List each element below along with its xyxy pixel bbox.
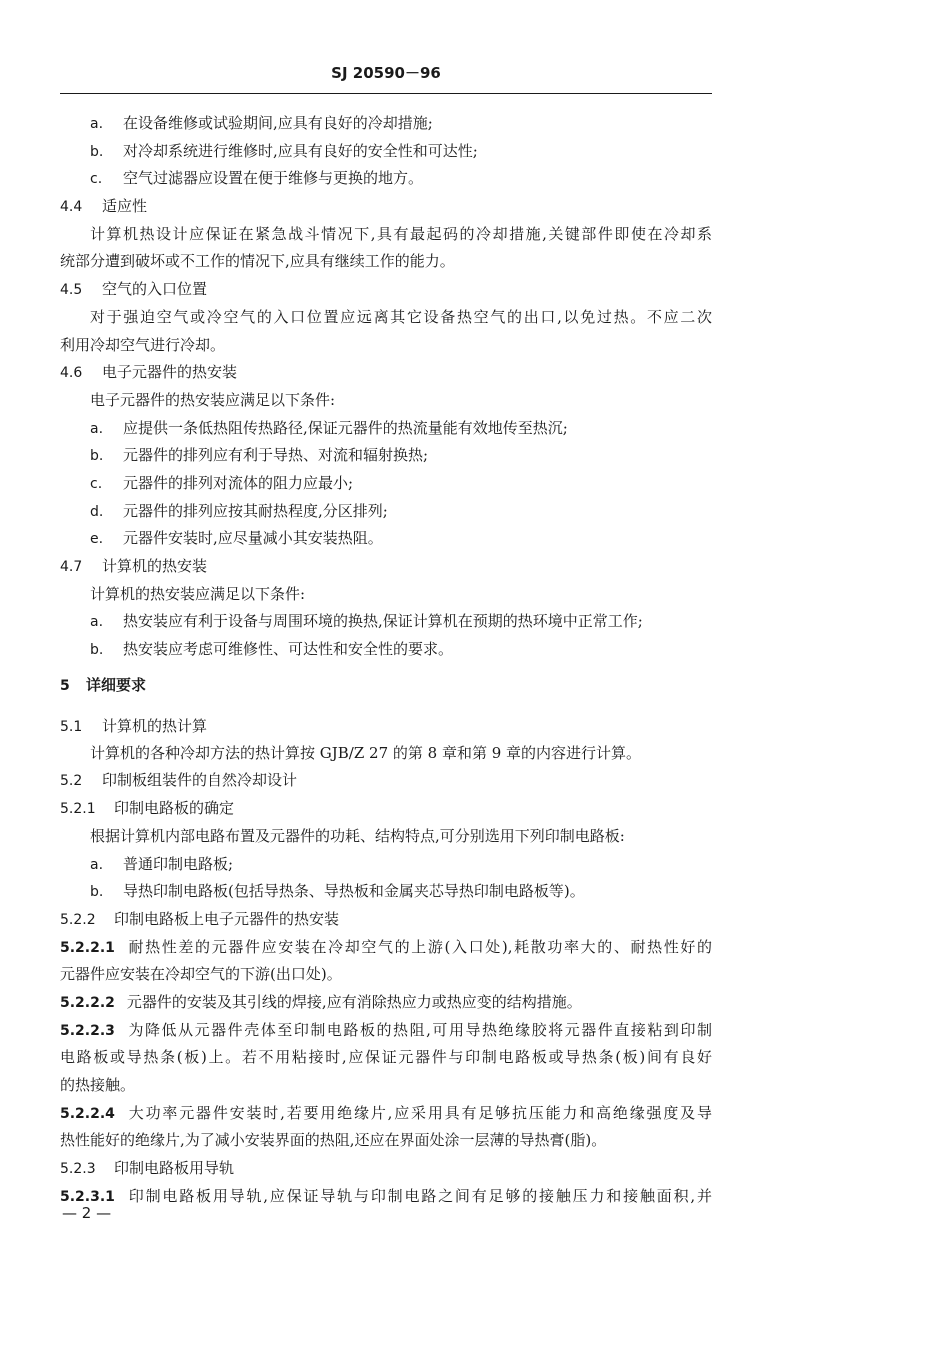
list-label: a. [90,856,104,873]
section-number: 5.2.1 [60,801,96,818]
list-label: b. [90,448,104,465]
clause-number: 5.2.2.3 [60,1022,115,1039]
section-heading [60,359,712,387]
paragraph-line: 计算机的各种冷却方法的热计算按 GJB/Z 27 的第 8 章和第 9 章的内容进行计算。 [90,743,642,762]
list-label: a. [90,614,104,631]
clause-number: 5.2.2.1 [60,939,115,956]
document-body [60,110,712,1210]
paragraph-line [60,1183,712,1211]
list-text: 元器件的排列应按其耐热程度,分区排列; [123,501,388,520]
section-title: 计算机的热安装 [102,557,208,575]
section-heading [60,906,712,934]
list-item [60,608,712,636]
list-item [60,165,712,193]
list-text: 空气过滤器应设置在便于维修与更换的地方。 [123,169,424,188]
section-heading [60,767,712,795]
section-number: 5.2.2 [60,911,96,928]
header-rule [60,93,712,94]
paragraph-line: 元器件应安装在冷却空气的下游(出口处)。 [60,965,342,984]
clause-text: 耐热性差的元器件应安装在冷却空气的上游(入口处),耗散功率大的、耐热性好的 [126,937,712,956]
paragraph-line [60,989,712,1017]
section-title: 印制板组装件的自然冷却设计 [102,771,298,790]
paragraph-line: 电子元器件的热安装应满足以下条件: [90,390,336,409]
paragraph-line: 统部分遭到破坏或不工作的情况下,应具有继续工作的能力。 [60,252,455,271]
paragraph-line: 利用冷却空气进行冷却。 [60,335,226,354]
paragraph-line: 对于强迫空气或冷空气的入口位置应远离其它设备热空气的出口,以免过热。不应二次 [90,307,712,326]
paragraph-line: 电路板或导热条(板)上。若不用粘接时,应保证元器件与印制电路板或导热条(板)间有良好 [60,1048,712,1067]
paragraph-line [60,1017,712,1045]
list-text: 普通印制电路板; [123,854,234,873]
list-text: 热安装应考虑可维修性、可达性和安全性的要求。 [123,640,454,659]
list-text: 热安装应有利于设备与周围环境的换热,保证计算机在预期的热环境中正常工作; [123,612,643,631]
list-text: 导热印制电路板(包括导热条、导热板和金属夹芯导热印制电路板等)。 [123,882,585,901]
list-item [60,110,712,138]
list-text: 在设备维修或试验期间,应具有良好的冷却措施; [123,114,433,132]
section-number: 5.2.3 [60,1161,96,1178]
list-label: b. [90,143,104,160]
chapter-heading [60,664,712,706]
section-title: 计算机的热计算 [102,716,208,735]
list-item [60,525,712,553]
section-heading [60,795,712,823]
list-text: 应提供一条低热阻传热路径,保证元器件的热流量能有效地传至热沉; [123,418,568,437]
clause-number: 5.2.3.1 [60,1188,115,1205]
section-number: 5.2 [60,773,83,790]
section-title: 适应性 [102,197,148,216]
list-text: 对冷却系统进行维修时,应具有良好的安全性和可达性; [123,141,478,160]
chapter-number: 5 [60,677,70,694]
list-text: 元器件的排列对流体的阻力应最小; [123,473,354,492]
section-title: 空气的入口位置 [102,280,208,299]
list-item [60,415,712,443]
section-title: 电子元器件的热安装 [102,363,238,382]
list-item [60,878,712,906]
list-text: 元器件安装时,应尽量减小其安装热阻。 [123,529,383,548]
paragraph-line: 根据计算机内部电路布置及元器件的功耗、结构特点,可分别选用下列印制电路板: [90,826,625,845]
section-number: 4.5 [60,282,83,299]
list-label: e. [90,531,104,548]
chapter-title: 详细要求 [86,675,147,694]
clause-text: 大功率元器件安装时,若要用绝缘片,应采用具有足够抗压能力和高绝缘强度及导 [126,1103,712,1122]
section-title: 印制电路板的确定 [114,799,235,818]
standard-id: SJ 20590－96 [331,64,441,82]
page-number: — 2 — [62,1204,112,1222]
section-number: 4.7 [60,559,83,575]
paragraph-line: 的热接触。 [60,1076,136,1094]
section-number: 4.4 [60,199,83,216]
clause-text: 元器件的安装及其引线的焊接,应有消除热应力或热应变的结构措施。 [126,992,582,1011]
paragraph-line [60,1100,712,1128]
paragraph-line: 计算机的热安装应满足以下条件: [90,584,306,603]
list-item [60,851,712,879]
clause-number: 5.2.2.2 [60,994,115,1011]
list-item [60,138,712,166]
list-label: d. [90,503,104,520]
section-heading [60,553,712,581]
clause-text: 为降低从元器件壳体至印制电路板的热阻,可用导热绝缘胶将元器件直接粘到印制 [126,1020,712,1039]
paragraph-line: 计算机热设计应保证在紧急战斗情况下,具有最起码的冷却措施,关键部件即使在冷却系 [90,224,712,243]
list-label: a. [90,420,104,437]
clause-number: 5.2.2.4 [60,1105,115,1122]
list-label: c. [90,475,103,492]
paragraph-line [60,934,712,962]
list-label: a. [90,116,104,132]
section-title: 印制电路板上电子元器件的热安装 [114,909,340,928]
section-title: 印制电路板用导轨 [114,1159,235,1178]
list-item [60,470,712,498]
section-heading [60,276,712,304]
clause-text: 印制电路板用导轨,应保证导轨与印制电路之间有足够的接触压力和接触面积,并 [126,1186,712,1205]
section-heading [60,706,712,740]
section-number: 4.6 [60,365,83,382]
section-number: 5.1 [60,718,83,735]
section-heading [60,1155,712,1183]
list-label: b. [90,642,104,659]
list-label: c. [90,171,103,188]
paragraph-line: 热性能好的绝缘片,为了减小安装界面的热阻,还应在界面处涂一层薄的导热膏(脂)。 [60,1131,607,1150]
list-text: 元器件的排列应有利于导热、对流和辐射换热; [123,446,429,465]
list-item [60,636,712,664]
section-heading [60,193,712,221]
list-item [60,498,712,526]
list-item [60,442,712,470]
list-label: b. [90,884,104,901]
